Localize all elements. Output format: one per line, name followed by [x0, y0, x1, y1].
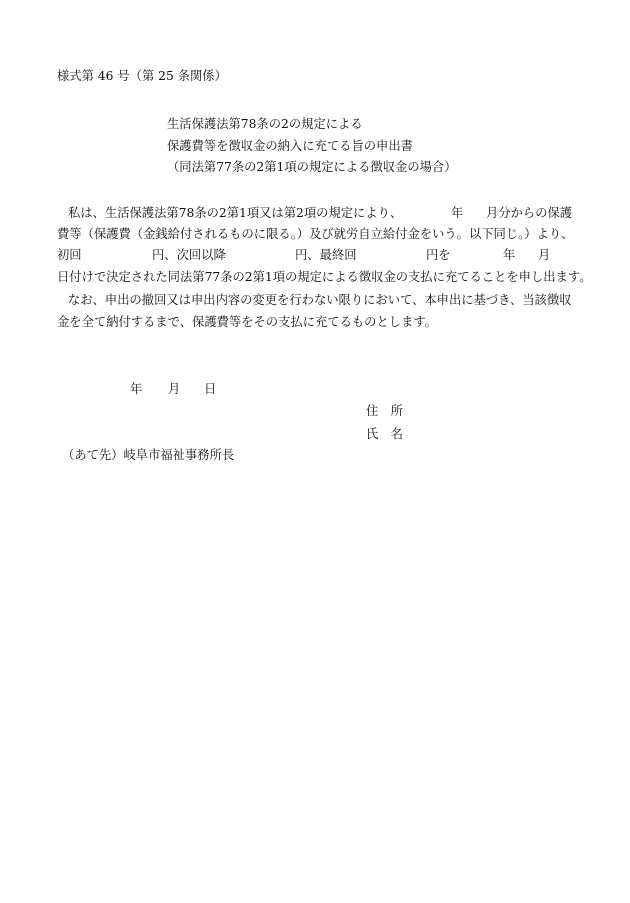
payment-year-label: 年 [503, 248, 516, 262]
body-p1-line1-month-text: 月分からの保護 [486, 206, 573, 220]
body-p1-line1-text: 私は、生活保護法第78条の2第1項又は第2項の規定により、 [68, 206, 403, 220]
body-p2-line1: なお、申出の撤回又は申出内容の変更を行わない限りにおいて、本申出に基づき、当該徴収 [68, 293, 572, 307]
title-line-3: （同法第77条の2第1項の規定による徴収金の場合） [167, 160, 457, 174]
form-number: 様式第 46 号（第 25 条関係） [57, 69, 227, 83]
date-year-label: 年 [130, 382, 143, 396]
yen-wo-label: 円を [426, 248, 451, 262]
date-day-label: 日 [204, 382, 217, 396]
body-p2-line2: 金を全て納付するまで、保護費等をその支払に充てるものとします。 [57, 315, 437, 329]
title-line-2: 保護費等を徴収金の納入に充てる旨の申出書 [167, 139, 413, 153]
date-month-label: 月 [168, 382, 181, 396]
body-p1-line2: 費等（保護費（金銭給付されるものに限る。）及び就労自立給付金をいう。以下同じ。）より、 [57, 227, 574, 241]
name-label: 氏 名 [366, 427, 403, 441]
title-line-1: 生活保護法第78条の2の規定による [167, 117, 363, 131]
address-label: 住 所 [366, 404, 403, 418]
body-p1-line4: 日付けで決定された同法第77条の2第1項の規定による徴収金の支払に充てることを申し出ます。 [57, 270, 592, 284]
final-payment-label: 円、最終回 [295, 248, 357, 262]
body-p1-year-label: 年 [451, 206, 464, 220]
addressee: （あて先）岐阜市福祉事務所長 [62, 448, 235, 462]
first-payment-label: 初回 [57, 248, 82, 262]
subsequent-payment-label: 円、次回以降 [152, 248, 226, 262]
payment-month-label: 月 [538, 248, 551, 262]
